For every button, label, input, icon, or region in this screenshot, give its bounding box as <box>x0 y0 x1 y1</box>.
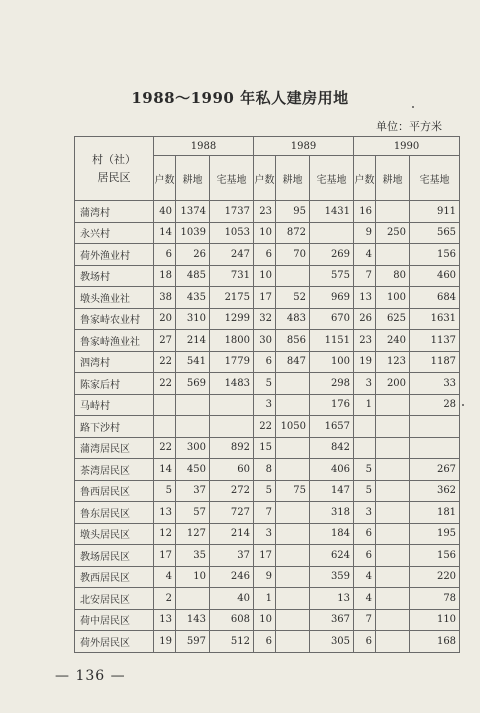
table-row <box>75 459 460 481</box>
table-row <box>75 308 460 330</box>
table-row <box>75 588 460 610</box>
table-row <box>75 201 460 223</box>
table-cell <box>410 437 460 459</box>
subheader-farmland: 耕地 <box>376 156 410 201</box>
table-cell: 856 <box>276 330 310 352</box>
table-cell: 127 <box>176 523 210 545</box>
paper-speck <box>412 106 414 108</box>
table-cell: 847 <box>276 351 310 373</box>
table-cell: 13 <box>154 609 176 631</box>
table-cell: 195 <box>410 523 460 545</box>
table-cell <box>176 416 210 438</box>
table-cell: 842 <box>310 437 354 459</box>
subheader-farmland: 耕地 <box>176 156 210 201</box>
table-cell: 2175 <box>210 287 254 309</box>
table-cell <box>276 502 310 524</box>
page-number: — 136 — <box>55 668 126 684</box>
table-cell: 100 <box>376 287 410 309</box>
table-cell: 28 <box>410 394 460 416</box>
table-cell <box>376 394 410 416</box>
table-cell: 23 <box>354 330 376 352</box>
land-use-table <box>74 136 460 653</box>
table-cell: 37 <box>176 480 210 502</box>
table-cell: 200 <box>376 373 410 395</box>
table-body <box>75 201 460 653</box>
subheader-homestead: 宅基地 <box>410 156 460 201</box>
table-cell: 872 <box>276 222 310 244</box>
table-cell: 7 <box>354 609 376 631</box>
table-cell: 10 <box>254 265 276 287</box>
corner-header-line2: 居民区 <box>97 170 131 184</box>
table-cell: 625 <box>376 308 410 330</box>
subheader-households: 户数 <box>354 156 376 201</box>
table-cell <box>376 545 410 567</box>
table-cell: 13 <box>354 287 376 309</box>
table-cell: 1737 <box>210 201 254 223</box>
table-cell <box>376 502 410 524</box>
table-cell: 23 <box>254 201 276 223</box>
table-cell: 60 <box>210 459 254 481</box>
table-cell <box>354 437 376 459</box>
row-name: 路下沙村 <box>75 416 154 438</box>
table-cell: 10 <box>176 566 210 588</box>
table-cell <box>376 588 410 610</box>
table-cell: 1483 <box>210 373 254 395</box>
table-cell <box>176 394 210 416</box>
table-cell: 485 <box>176 265 210 287</box>
row-name: 教西居民区 <box>75 566 154 588</box>
table-cell: 3 <box>354 502 376 524</box>
table-row <box>75 631 460 653</box>
table-cell: 5 <box>254 373 276 395</box>
table-cell: 20 <box>154 308 176 330</box>
table-cell: 22 <box>154 373 176 395</box>
table-row <box>75 287 460 309</box>
table-cell: 35 <box>176 545 210 567</box>
table-cell: 1 <box>354 394 376 416</box>
table-cell <box>276 265 310 287</box>
table-cell: 240 <box>376 330 410 352</box>
table-cell: 1 <box>254 588 276 610</box>
table-cell <box>154 416 176 438</box>
table-cell: 460 <box>410 265 460 287</box>
table-cell <box>176 588 210 610</box>
table-cell <box>276 631 310 653</box>
table-cell <box>376 566 410 588</box>
row-name: 鲁西居民区 <box>75 480 154 502</box>
table-cell: 8 <box>254 459 276 481</box>
table-cell: 272 <box>210 480 254 502</box>
row-name: 鲁东居民区 <box>75 502 154 524</box>
table-cell: 17 <box>154 545 176 567</box>
table-cell: 6 <box>254 244 276 266</box>
row-name: 荷外居民区 <box>75 631 154 653</box>
table-cell: 624 <box>310 545 354 567</box>
table-cell: 318 <box>310 502 354 524</box>
row-name: 永兴村 <box>75 222 154 244</box>
table-cell: 15 <box>254 437 276 459</box>
table-cell: 17 <box>254 545 276 567</box>
table-row <box>75 416 460 438</box>
table-cell: 684 <box>410 287 460 309</box>
table-cell: 12 <box>154 523 176 545</box>
table-cell: 123 <box>376 351 410 373</box>
table-cell: 27 <box>154 330 176 352</box>
table-cell: 75 <box>276 480 310 502</box>
table-cell: 406 <box>310 459 354 481</box>
table-cell: 95 <box>276 201 310 223</box>
table-cell: 727 <box>210 502 254 524</box>
table-cell: 16 <box>354 201 376 223</box>
row-name: 马峙村 <box>75 394 154 416</box>
table-cell: 597 <box>176 631 210 653</box>
row-name: 鲁家峙农业村 <box>75 308 154 330</box>
table-row <box>75 351 460 373</box>
table-cell <box>410 416 460 438</box>
table-cell: 14 <box>154 222 176 244</box>
table-cell: 40 <box>154 201 176 223</box>
table-cell: 22 <box>154 437 176 459</box>
table-cell <box>276 566 310 588</box>
table-cell <box>376 609 410 631</box>
table-cell: 6 <box>354 545 376 567</box>
table-cell: 156 <box>410 545 460 567</box>
table-cell: 1374 <box>176 201 210 223</box>
table-cell: 1431 <box>310 201 354 223</box>
table-row <box>75 244 460 266</box>
row-name: 蒲湾村 <box>75 201 154 223</box>
table-cell: 5 <box>354 480 376 502</box>
table-cell: 168 <box>410 631 460 653</box>
table-cell: 269 <box>310 244 354 266</box>
table-cell: 110 <box>410 609 460 631</box>
table-cell: 6 <box>354 523 376 545</box>
table-row <box>75 394 460 416</box>
table-cell: 362 <box>410 480 460 502</box>
table-cell: 267 <box>410 459 460 481</box>
table-cell: 359 <box>310 566 354 588</box>
table-cell: 26 <box>354 308 376 330</box>
table-cell <box>376 201 410 223</box>
table-cell: 22 <box>154 351 176 373</box>
table-cell: 9 <box>354 222 376 244</box>
table-cell: 22 <box>254 416 276 438</box>
row-name: 陈家后村 <box>75 373 154 395</box>
table-row <box>75 502 460 524</box>
table-cell: 220 <box>410 566 460 588</box>
year-header-1990: 1990 <box>354 137 460 156</box>
table-row <box>75 523 460 545</box>
table-cell: 32 <box>254 308 276 330</box>
table-cell: 13 <box>310 588 354 610</box>
table-cell: 214 <box>176 330 210 352</box>
table-cell <box>376 459 410 481</box>
table-cell: 5 <box>154 480 176 502</box>
table-cell: 6 <box>354 631 376 653</box>
table-cell: 214 <box>210 523 254 545</box>
table-cell: 298 <box>310 373 354 395</box>
corner-header <box>75 137 154 201</box>
table-cell: 18 <box>154 265 176 287</box>
table-cell <box>376 480 410 502</box>
row-name: 茶湾居民区 <box>75 459 154 481</box>
table-row <box>75 437 460 459</box>
table-cell: 156 <box>410 244 460 266</box>
table-cell: 19 <box>154 631 176 653</box>
table-cell: 2 <box>154 588 176 610</box>
table-cell: 5 <box>354 459 376 481</box>
table-cell: 57 <box>176 502 210 524</box>
table-cell: 892 <box>210 437 254 459</box>
table-cell <box>276 459 310 481</box>
table-cell: 1151 <box>310 330 354 352</box>
table-cell: 3 <box>354 373 376 395</box>
table-cell: 19 <box>354 351 376 373</box>
table-cell: 483 <box>276 308 310 330</box>
table-cell: 78 <box>410 588 460 610</box>
table-cell: 13 <box>154 502 176 524</box>
table-cell: 246 <box>210 566 254 588</box>
table-cell: 17 <box>254 287 276 309</box>
table-cell: 1039 <box>176 222 210 244</box>
paper-speck <box>462 404 464 406</box>
table-cell: 147 <box>310 480 354 502</box>
table-cell: 608 <box>210 609 254 631</box>
table-cell: 450 <box>176 459 210 481</box>
table-cell: 1800 <box>210 330 254 352</box>
table-cell: 26 <box>176 244 210 266</box>
table-cell: 247 <box>210 244 254 266</box>
table-row <box>75 566 460 588</box>
table-cell: 5 <box>254 480 276 502</box>
row-name: 荷中居民区 <box>75 609 154 631</box>
table-cell: 143 <box>176 609 210 631</box>
table-cell: 512 <box>210 631 254 653</box>
table-row <box>75 609 460 631</box>
subheader-homestead: 宅基地 <box>310 156 354 201</box>
table-cell <box>376 244 410 266</box>
row-name: 墩头渔业社 <box>75 287 154 309</box>
table-row <box>75 373 460 395</box>
table-cell: 37 <box>210 545 254 567</box>
row-name: 荷外渔业村 <box>75 244 154 266</box>
table-cell: 181 <box>410 502 460 524</box>
table-cell: 80 <box>376 265 410 287</box>
table-cell: 10 <box>254 222 276 244</box>
table-cell: 70 <box>276 244 310 266</box>
table-cell: 1053 <box>210 222 254 244</box>
table-cell: 6 <box>154 244 176 266</box>
year-header-1989: 1989 <box>254 137 354 156</box>
table-cell: 1137 <box>410 330 460 352</box>
row-name: 墩头居民区 <box>75 523 154 545</box>
table-cell: 30 <box>254 330 276 352</box>
row-name: 教场村 <box>75 265 154 287</box>
year-header-1988: 1988 <box>154 137 254 156</box>
table-cell <box>376 631 410 653</box>
table-cell: 9 <box>254 566 276 588</box>
table-cell: 731 <box>210 265 254 287</box>
table-cell <box>276 588 310 610</box>
table-cell <box>354 416 376 438</box>
table-cell: 305 <box>310 631 354 653</box>
table-cell <box>376 523 410 545</box>
table-cell: 3 <box>254 523 276 545</box>
row-name: 蒲湾居民区 <box>75 437 154 459</box>
table-row <box>75 330 460 352</box>
subheader-farmland: 耕地 <box>276 156 310 201</box>
row-name: 鲁家峙渔业社 <box>75 330 154 352</box>
table-cell: 52 <box>276 287 310 309</box>
table-cell: 6 <box>254 351 276 373</box>
table-cell: 1187 <box>410 351 460 373</box>
table-cell: 184 <box>310 523 354 545</box>
table-cell: 4 <box>354 244 376 266</box>
table-cell <box>276 545 310 567</box>
table-cell <box>276 394 310 416</box>
table-row <box>75 545 460 567</box>
table-cell: 4 <box>354 566 376 588</box>
table-cell: 40 <box>210 588 254 610</box>
table-cell: 310 <box>176 308 210 330</box>
table-cell: 176 <box>310 394 354 416</box>
subheader-households: 户数 <box>254 156 276 201</box>
table-cell: 33 <box>410 373 460 395</box>
table-cell: 541 <box>176 351 210 373</box>
table-cell: 250 <box>376 222 410 244</box>
table-cell <box>154 394 176 416</box>
table-cell: 6 <box>254 631 276 653</box>
row-name: 教场居民区 <box>75 545 154 567</box>
table-cell: 1779 <box>210 351 254 373</box>
table-cell <box>210 394 254 416</box>
table-cell: 300 <box>176 437 210 459</box>
corner-header-line1: 村（社） <box>92 152 136 166</box>
table-cell: 10 <box>254 609 276 631</box>
table-cell: 969 <box>310 287 354 309</box>
table-cell: 1631 <box>410 308 460 330</box>
table-cell: 670 <box>310 308 354 330</box>
table-cell: 575 <box>310 265 354 287</box>
table-cell: 565 <box>410 222 460 244</box>
table-cell: 7 <box>254 502 276 524</box>
table-cell: 4 <box>154 566 176 588</box>
table-cell: 569 <box>176 373 210 395</box>
table-row <box>75 222 460 244</box>
table-cell: 7 <box>354 265 376 287</box>
table-cell: 911 <box>410 201 460 223</box>
table-row <box>75 265 460 287</box>
table-cell: 4 <box>354 588 376 610</box>
table-cell <box>210 416 254 438</box>
table-cell: 38 <box>154 287 176 309</box>
table-cell <box>376 437 410 459</box>
table-cell: 435 <box>176 287 210 309</box>
table-cell: 1050 <box>276 416 310 438</box>
page-title: 1988～1990 年私人建房用地 <box>131 89 349 107</box>
subheader-households: 户数 <box>154 156 176 201</box>
row-name: 泗湾村 <box>75 351 154 373</box>
row-name: 北安居民区 <box>75 588 154 610</box>
table-cell: 1657 <box>310 416 354 438</box>
table-cell <box>276 523 310 545</box>
table-cell <box>276 609 310 631</box>
table-cell <box>310 222 354 244</box>
table-cell: 3 <box>254 394 276 416</box>
table-cell: 1299 <box>210 308 254 330</box>
table-row <box>75 480 460 502</box>
table-cell: 367 <box>310 609 354 631</box>
table-cell: 100 <box>310 351 354 373</box>
table-cell <box>376 416 410 438</box>
subheader-homestead: 宅基地 <box>210 156 254 201</box>
unit-label: 单位：平方米 <box>376 120 442 133</box>
table-cell <box>276 373 310 395</box>
table-cell: 14 <box>154 459 176 481</box>
table-cell <box>276 437 310 459</box>
